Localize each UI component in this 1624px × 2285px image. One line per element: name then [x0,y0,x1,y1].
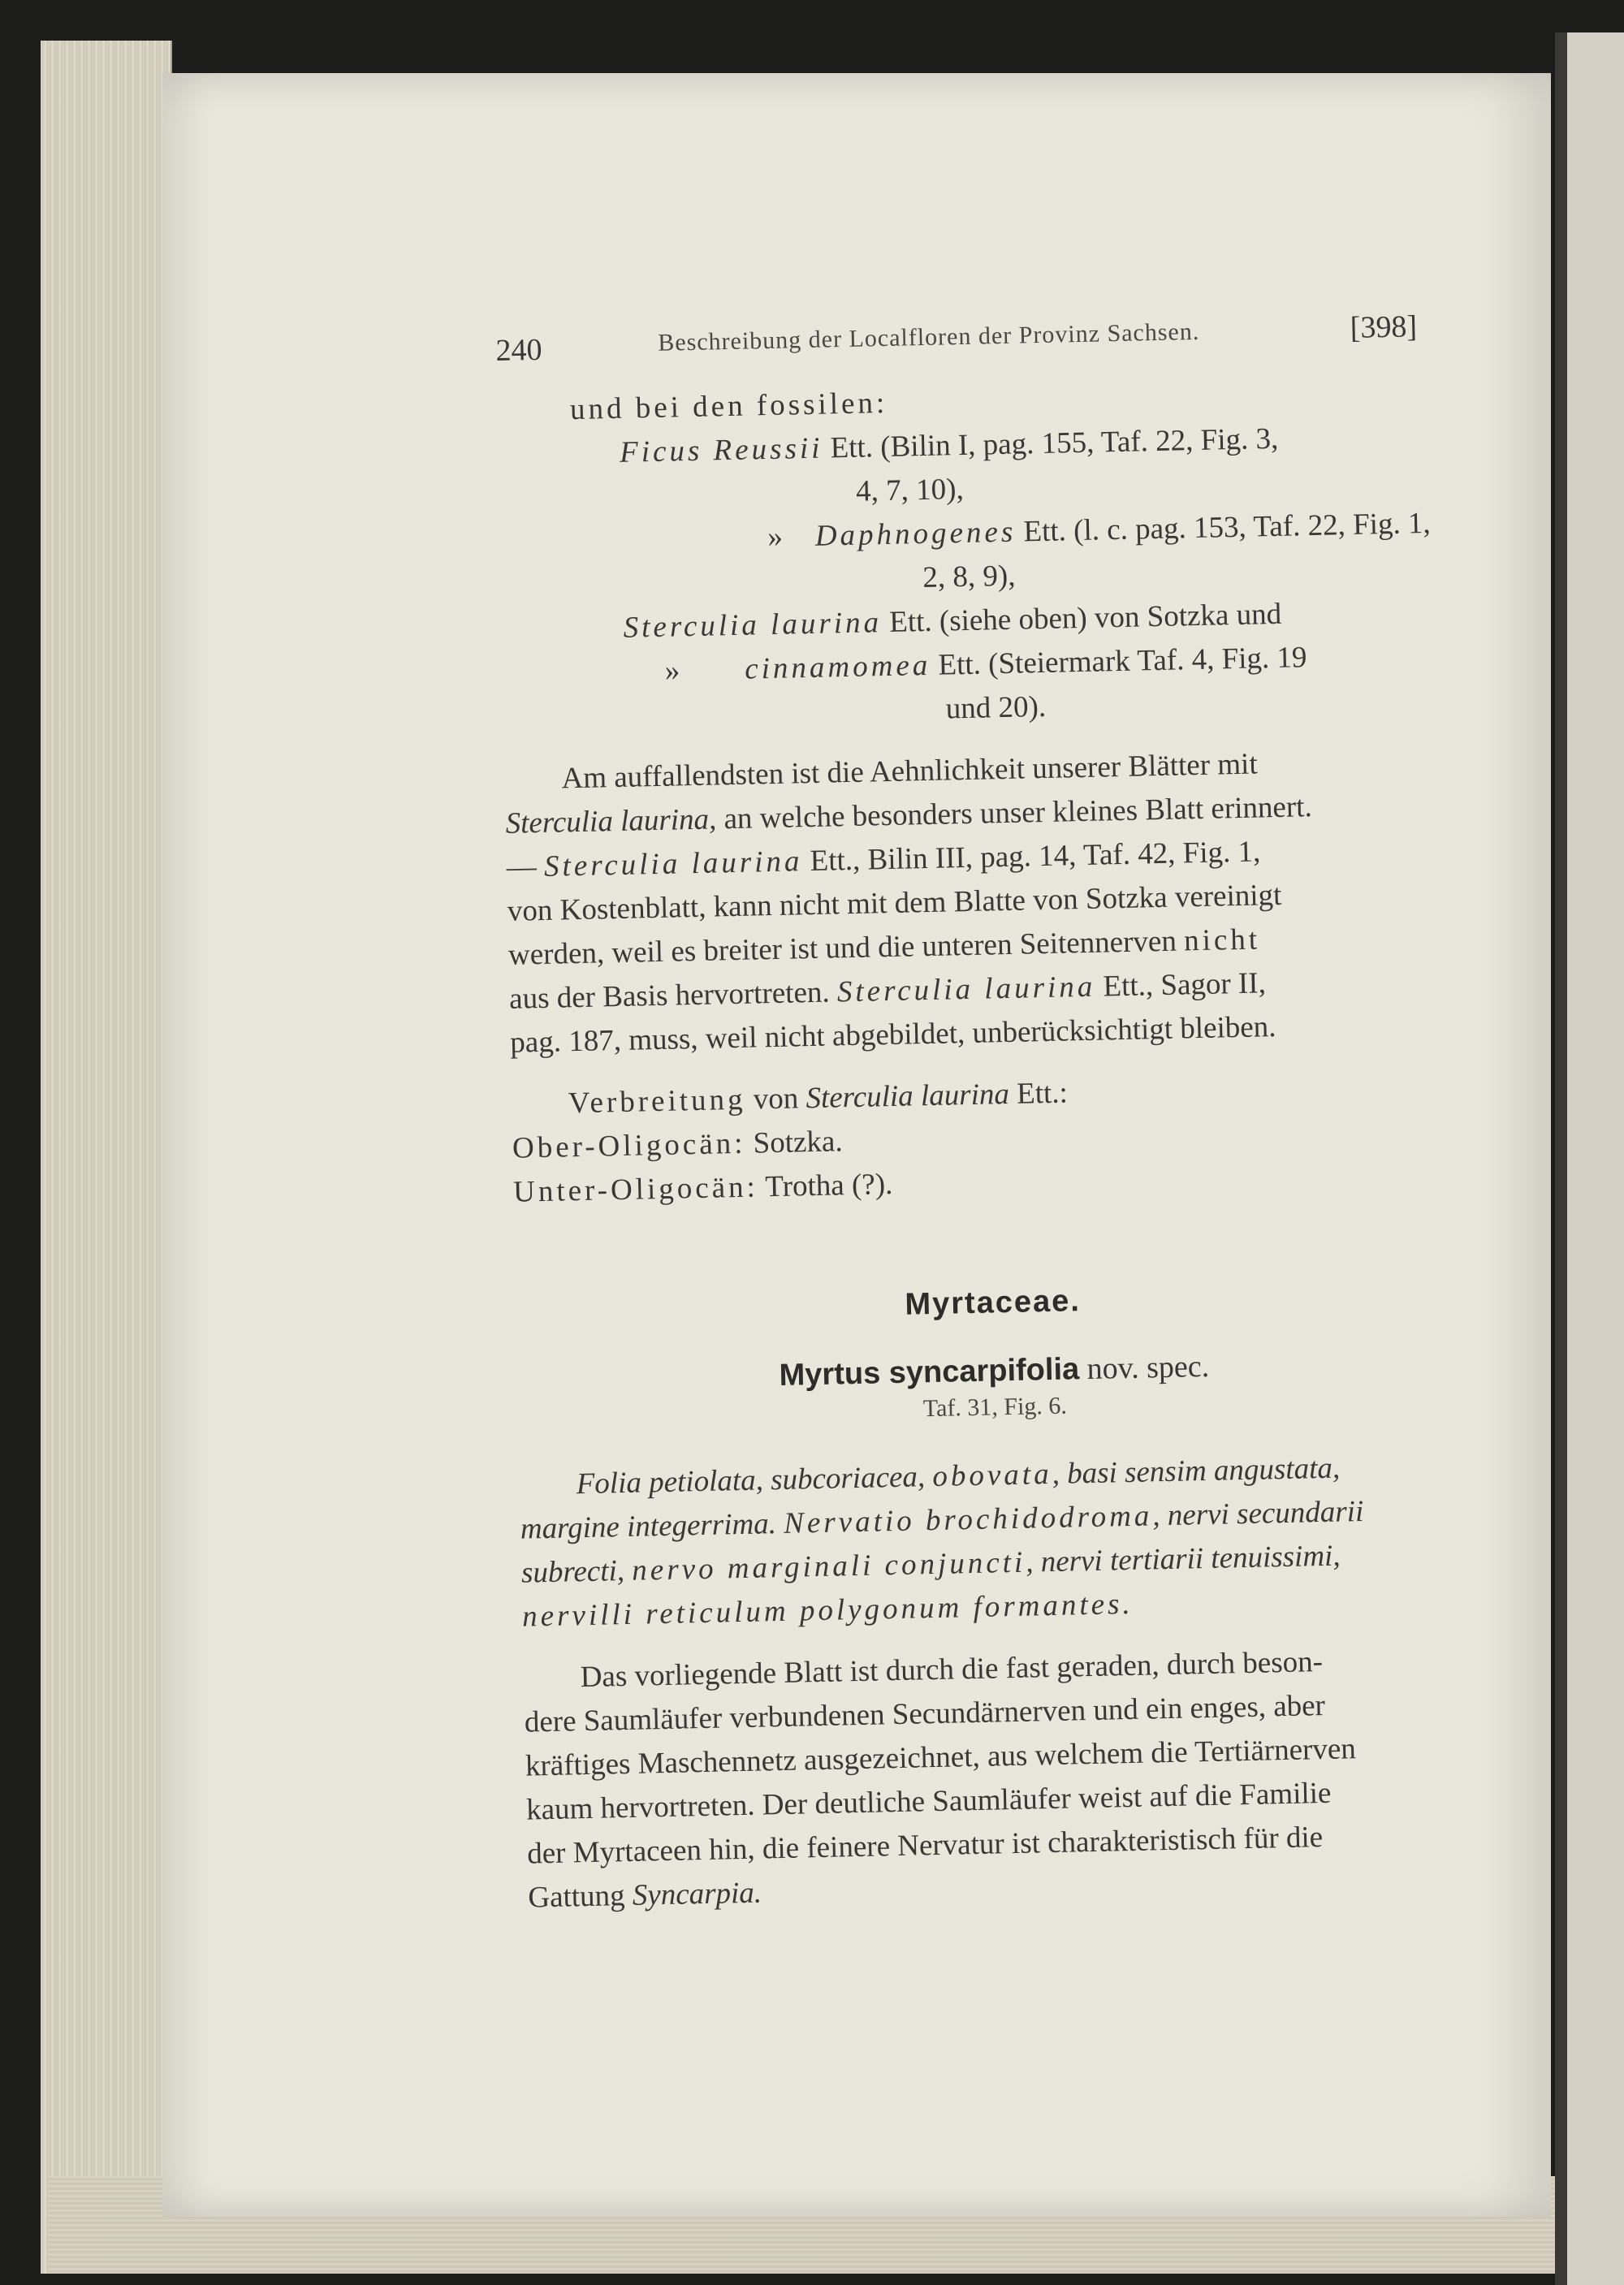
plate-reference: Taf. 31, Fig. 6. [922,1392,1068,1423]
paragraph-comparison [504,738,1465,1065]
distribution-block [511,1063,1467,1215]
distribution-row: Unter-Oligocän: Trotha (?). [512,1167,893,1209]
taxon-name: Sterculia laurina [623,606,883,645]
list-intro: und bei den fossilen: [569,386,888,427]
text-line: — Sterculia laurina Ett., Bilin III, pag. 14, Taf. 42, Fig. 1, [506,835,1261,884]
page-number: 240 [495,332,542,368]
text-line: Folia petiolata, subcoriacea, obovata, basi sensim angustata, [576,1451,1341,1501]
list-item-cont: und 20). [945,689,1047,726]
list-item: Ficus Reussii Ett. (Bilin I, pag. 155, Taf. 22, Fig. 3, [619,421,1279,469]
book-page-edges [41,41,172,2274]
taxon-name: Daphnogenes [814,515,1017,553]
ditto-mark: » [664,654,680,688]
text-line: Das vorliegende Blatt ist durch die fast geraden, durch beson- [580,1645,1324,1695]
text-line: margine integerrima. Nervatio brochidodroma, nervi secundarii [520,1494,1364,1546]
text-line: aus der Basis hervortreten. Sterculia laurina Ett., Sagor II, [508,966,1267,1016]
text-line: dere Saumläufer verbundenen Secundärnerven und ein enges, aber [524,1688,1326,1739]
distribution-heading: Verbreitung von Sterculia laurina Ett.: [568,1076,1069,1121]
list-item: » cinnamomea Ett. (Steiermark Taf. 4, Fig. 19 [664,641,1307,688]
species-heading: Myrtus syncarpifolia nov. spec. [779,1349,1210,1393]
text-line: subrecti, nervo marginali conjuncti, nervi tertiarii tenuissimi, [520,1539,1341,1590]
ditto-mark: » [767,520,784,555]
text-line: werden, weil es breiter ist und die unteren Seitennerven nicht [508,922,1261,972]
list-item-cont: 2, 8, 9), [922,559,1016,595]
list-item: » Daphnogenes Ett. (l. c. pag. 153, Taf. 22, Fig. 1, [767,506,1432,555]
text-line: nervilli reticulum polygonum formantes. [521,1587,1134,1634]
text-line: der Myrtaceen hin, die feinere Nervatur ist charakteristisch für die [526,1821,1324,1871]
text-line: pag. 187, muss, weil nicht abgebildet, unberücksichtigt bleiben. [509,1010,1276,1060]
taxon-name: Ficus Reussii [619,431,823,469]
text-line: kräftiges Maschennetz ausgezeichnet, aus welchem die Tertiärnerven [525,1732,1357,1783]
taxon-name: cinnamomea [744,648,931,686]
facing-page-edge [1567,32,1624,2285]
text-line: Gattung Syncarpia. [527,1876,762,1915]
fossil-list [496,369,1458,741]
distribution-row: Ober-Oligocän: Sotzka. [512,1125,844,1165]
sheet-number: [398] [1350,309,1418,345]
paragraph-description [523,1637,1483,1920]
family-heading: Myrtaceae. [904,1284,1082,1322]
species-name: Myrtus syncarpifolia [779,1352,1080,1393]
running-title: Beschreibung der Localfloren der Provinz Sachsen. [657,317,1200,356]
list-item-cont: 4, 7, 10), [855,472,965,508]
text-line: von Kostenblatt, kann nicht mit dem Blatte von Sotzka vereinigt [507,878,1282,928]
text-line: Sterculia laurina, an welche besonders unser kleines Blatt erinnert. [505,790,1313,840]
text-line: kaum hervortreten. Der deutliche Saumläufer weist auf die Familie [525,1776,1332,1827]
latin-diagnosis [519,1444,1476,1639]
page-text [495,309,1483,1920]
list-item: Sterculia laurina Ett. (siehe oben) von Sotzka und [623,597,1282,645]
text-line: Am auffallendsten ist die Aehnlichkeit unserer Blätter mit [561,747,1259,796]
